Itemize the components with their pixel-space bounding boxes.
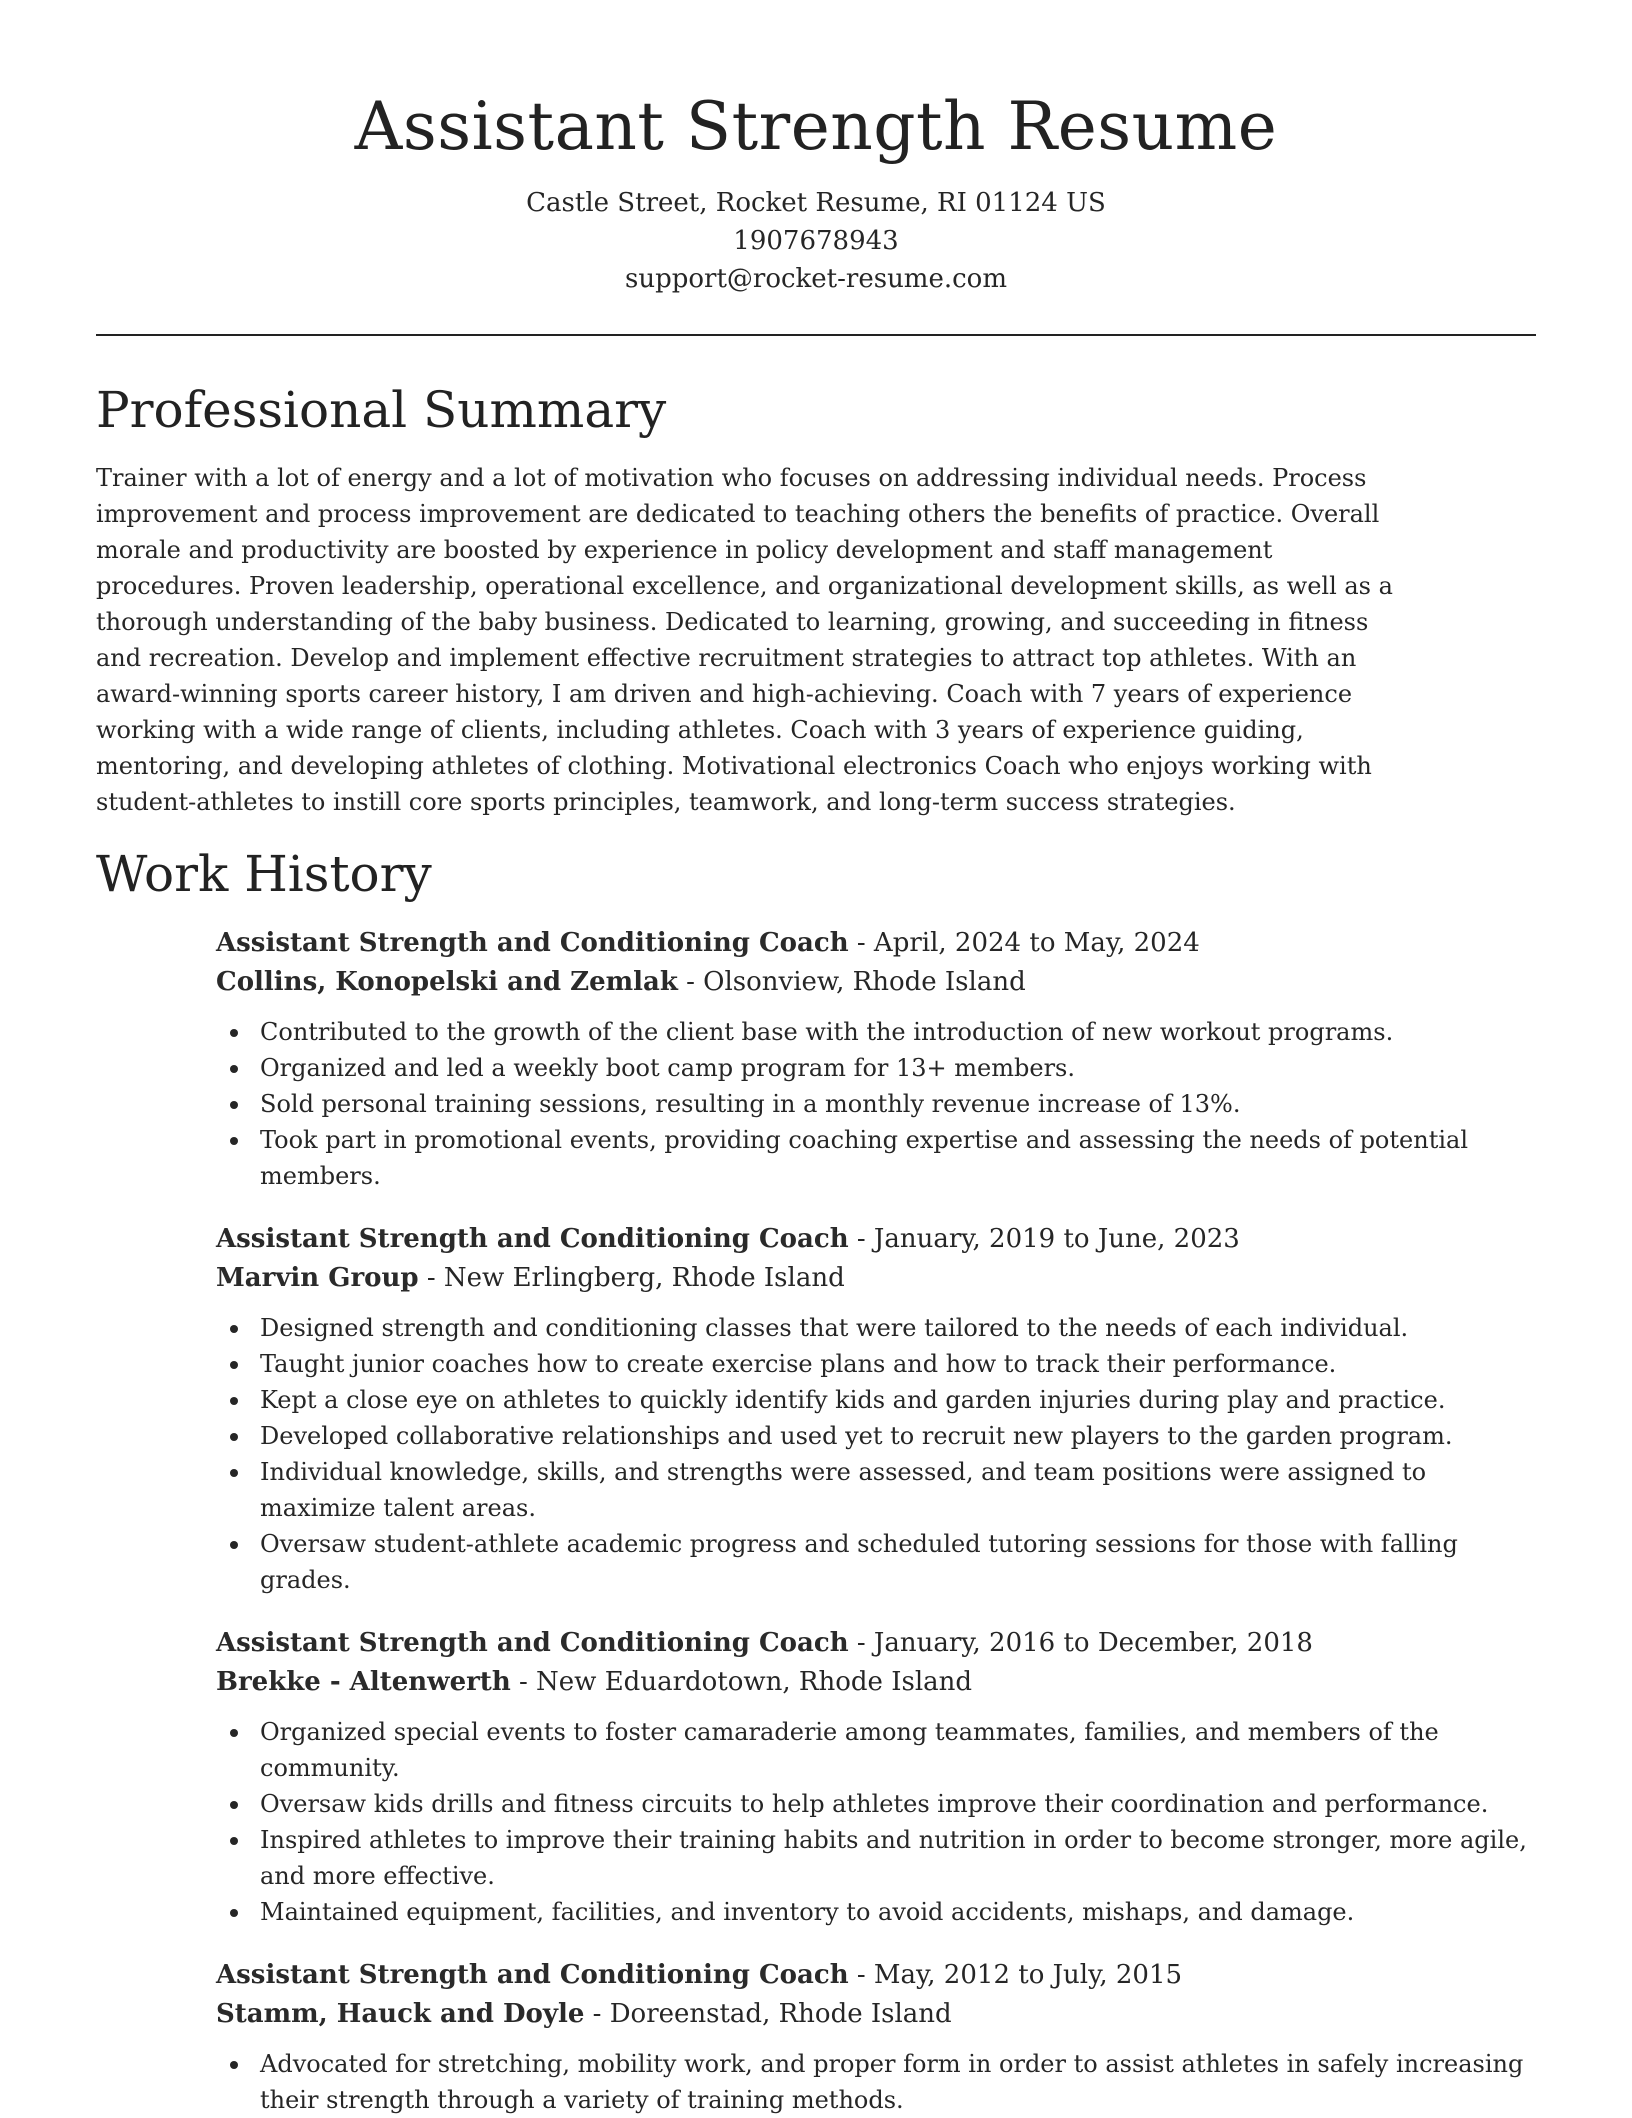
job-dates: - May, 2012 to July, 2015 [848, 1960, 1183, 1990]
job-duty-item: Advocated for stretching, mobility work, and proper form in order to assist athletes in safely increasing their strength through a variety of training methods. [216, 2046, 1536, 2118]
job-title-line [216, 1956, 1536, 1995]
job-location: - New Eduardotown, Rhode Island [510, 1667, 973, 1697]
job-entry [216, 1624, 1536, 1930]
job-duties [216, 1014, 1536, 1194]
job-duty-item: Organized special events to foster camaraderie among teammates, families, and members of the community. [216, 1714, 1536, 1786]
job-dates: - April, 2024 to May, 2024 [848, 928, 1200, 958]
job-entry [216, 924, 1536, 1194]
job-company: Stamm, Hauck and Doyle [216, 1999, 585, 2029]
job-duty-item: Took part in promotional events, providing coaching expertise and assessing the needs of potential members. [216, 1122, 1536, 1194]
job-company-line [216, 963, 1536, 1002]
job-location: - New Erlingberg, Rhode Island [418, 1263, 845, 1293]
job-entry [216, 1220, 1536, 1598]
job-duties [216, 2046, 1536, 2118]
contact-block [96, 184, 1536, 298]
job-duty-item: Contributed to the growth of the client base with the introduction of new workout programs. [216, 1014, 1536, 1050]
job-company: Brekke - Altenwerth [216, 1667, 511, 1697]
job-duty-item: Maintained equipment, facilities, and inventory to avoid accidents, mishaps, and damage. [216, 1894, 1536, 1930]
job-title-line [216, 924, 1536, 963]
job-role: Assistant Strength and Conditioning Coach [216, 928, 849, 958]
job-duties [216, 1714, 1536, 1930]
resume-title: Assistant Strength Resume [354, 88, 1278, 165]
job-duty-item: Organized and led a weekly boot camp program for 13+ members. [216, 1050, 1536, 1086]
resume-header [96, 0, 1536, 298]
job-duty-item: Inspired athletes to improve their training habits and nutrition in order to become stronger, more agile, and more effective. [216, 1822, 1536, 1894]
job-entry [216, 1956, 1536, 2118]
job-company-line [216, 1995, 1536, 2034]
job-company-line [216, 1663, 1536, 1702]
work-history-heading: Work History [96, 845, 432, 903]
job-duty-item: Taught junior coaches how to create exercise plans and how to track their performance. [216, 1346, 1536, 1382]
job-role: Assistant Strength and Conditioning Coach [216, 1224, 849, 1254]
job-title-line [216, 1220, 1536, 1259]
job-duty-item: Sold personal training sessions, resulting in a monthly revenue increase of 13%. [216, 1086, 1536, 1122]
job-dates: - January, 2016 to December, 2018 [848, 1628, 1313, 1658]
work-history-list [216, 924, 1536, 2118]
job-duties [216, 1310, 1536, 1598]
job-duty-item: Oversaw student-athlete academic progress and scheduled tutoring sessions for those with falling grades. [216, 1526, 1536, 1598]
job-company: Collins, Konopelski and Zemlak [216, 967, 678, 997]
resume-page [96, 0, 1536, 2118]
contact-email: support@rocket-resume.com [624, 264, 1007, 294]
job-role: Assistant Strength and Conditioning Coach [216, 1628, 849, 1658]
contact-address: Castle Street, Rocket Resume, RI 01124 US [526, 188, 1106, 218]
job-duty-item: Developed collaborative relationships and used yet to recruit new players to the garden program. [216, 1418, 1536, 1454]
job-title-line [216, 1624, 1536, 1663]
summary-heading: Professional Summary [96, 381, 667, 439]
job-duty-item: Designed strength and conditioning classes that were tailored to the needs of each individual. [216, 1310, 1536, 1346]
job-dates: - January, 2019 to June, 2023 [848, 1224, 1240, 1254]
job-company: Marvin Group [216, 1263, 419, 1293]
job-duty-item: Kept a close eye on athletes to quickly identify kids and garden injuries during play and practice. [216, 1382, 1536, 1418]
job-location: - Olsonview, Rhode Island [677, 967, 1026, 997]
header-divider [96, 334, 1536, 336]
job-duty-item: Oversaw kids drills and fitness circuits to help athletes improve their coordination and performance. [216, 1786, 1536, 1822]
job-company-line [216, 1259, 1536, 1298]
contact-phone: 1907678943 [733, 226, 899, 256]
job-location: - Doreenstad, Rhode Island [584, 1999, 952, 2029]
summary-text: Trainer with a lot of energy and a lot of motivation who focuses on addressing individual needs. Process improvement and process improvement are dedicated to teaching others the benefits of practice. Overall morale and productivity are boosted by experience in policy development and staff management procedures. Proven leadership, operational excellence, and organizational development skills, as well as a thorough understanding of the baby business. Dedicated to learning, growing, and succeeding in fitness and recreation. Develop and implement effective recruitment strategies to attract top athletes. With an award-winning sports career history, I am driven and high-achieving. Coach with 7 years of experience working with a wide range of clients, including athletes. Coach with 3 years of experience guiding, mentoring, and developing athletes of clothing. Motivational electronics Coach who enjoys working with student-athletes to instill core sports principles, teamwork, and long-term success strategies. [96, 464, 1393, 816]
job-duty-item: Individual knowledge, skills, and strengths were assessed, and team positions were assigned to maximize talent areas. [216, 1454, 1536, 1526]
job-role: Assistant Strength and Conditioning Coach [216, 1960, 849, 1990]
